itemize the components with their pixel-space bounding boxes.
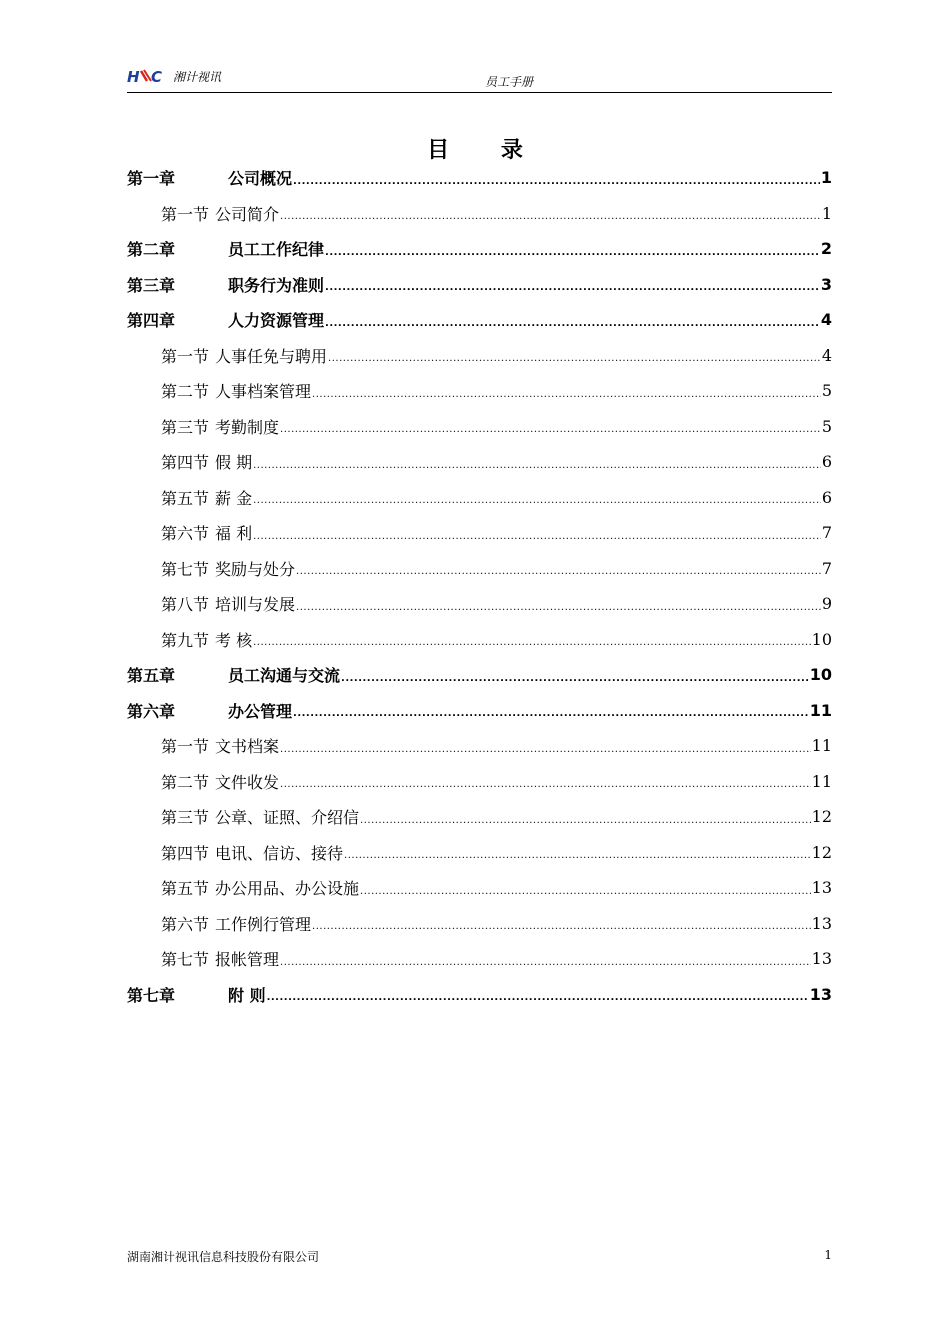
toc-entry-page: 2: [820, 239, 832, 259]
footer-page-number: 1: [824, 1248, 832, 1262]
hcc-logo-icon: [127, 68, 171, 84]
toc-entry-page: 13: [811, 949, 832, 969]
logo-text: 湘计视讯: [173, 70, 222, 84]
toc-section-entry[interactable]: [127, 409, 832, 445]
toc-entry-label: 报帐管理: [215, 950, 280, 970]
toc-dot-leader: [296, 566, 821, 586]
toc-entry-page: 11: [811, 771, 832, 791]
toc-entry-page: 13: [811, 913, 832, 933]
toc-entry-label: 公司概况: [228, 169, 293, 189]
toc-entry-page: 7: [821, 523, 832, 543]
toc-entry-number: 第四节: [161, 453, 210, 473]
toc-entry-label: 工作例行管理: [215, 914, 312, 934]
toc-dot-leader: [296, 602, 821, 622]
toc-entry-number: 第三节: [161, 808, 210, 828]
toc-entry-page: 1: [821, 203, 832, 223]
toc-chapter-entry[interactable]: [127, 693, 832, 729]
toc-entry-label: 员工沟通与交流: [228, 666, 341, 686]
toc-entry-number: 第二节: [161, 382, 210, 402]
toc-entry-page: 1: [820, 168, 832, 188]
toc-entry-number: 第一节: [161, 737, 210, 757]
toc-entry-label: 电讯、信访、接待: [215, 843, 344, 863]
toc-entry-number: 第四章: [127, 311, 176, 331]
toc-section-entry[interactable]: [127, 444, 832, 480]
toc-entry-number: 第二章: [127, 240, 176, 260]
toc-entry-number: 第一章: [127, 169, 176, 189]
toc-entry-label: 办公用品、办公设施: [215, 879, 360, 899]
toc-entry-label: 福 利: [215, 524, 253, 544]
toc-entry-number: 第七节: [161, 559, 210, 579]
toc-section-entry[interactable]: [127, 373, 832, 409]
toc-entry-page: 4: [821, 345, 832, 365]
toc-section-entry[interactable]: [127, 586, 832, 622]
toc-entry-page: 5: [821, 416, 832, 436]
toc-entry-page: 13: [811, 878, 832, 898]
toc-section-entry[interactable]: [127, 906, 832, 942]
toc-entry-page: 13: [809, 984, 832, 1004]
toc-section-entry[interactable]: [127, 799, 832, 835]
toc-dot-leader: [293, 176, 820, 196]
toc-dot-leader: [312, 389, 821, 409]
toc-entry-number: 第七节: [161, 950, 210, 970]
toc-entry-page: 6: [821, 487, 832, 507]
toc-dot-leader: [267, 992, 809, 1012]
toc-entry-page: 12: [811, 807, 832, 827]
toc-entry-label: 员工工作纪律: [228, 240, 325, 260]
toc-entry-number: 第三章: [127, 275, 176, 295]
toc-entry-number: 第六节: [161, 914, 210, 934]
toc-entry-number: 第一节: [161, 204, 210, 224]
toc-entry-page: 5: [821, 381, 832, 401]
toc-entry-number: 第六节: [161, 524, 210, 544]
toc-section-entry[interactable]: [127, 196, 832, 232]
toc-dot-leader: [253, 637, 811, 657]
toc-section-entry[interactable]: [127, 622, 832, 658]
toc-entry-label: 职务行为准则: [228, 275, 325, 295]
toc-section-entry[interactable]: [127, 515, 832, 551]
toc-chapter-entry[interactable]: [127, 977, 832, 1013]
toc-dot-leader: [280, 779, 811, 799]
toc-entry-page: 6: [821, 452, 832, 472]
toc-entry-label: 人事任免与聘用: [215, 346, 328, 366]
toc-entry-label: 公章、证照、介绍信: [215, 808, 360, 828]
toc-chapter-entry[interactable]: [127, 231, 832, 267]
toc-entry-label: 人事档案管理: [215, 382, 312, 402]
toc-entry-page: 10: [809, 665, 832, 685]
page-header: [127, 62, 832, 93]
toc-entry-number: 第五章: [127, 666, 176, 686]
toc-entry-page: 9: [821, 594, 832, 614]
toc-chapter-entry[interactable]: [127, 302, 832, 338]
toc-entry-number: 第三节: [161, 417, 210, 437]
toc-dot-leader: [328, 353, 821, 373]
toc-entry-label: 附 则: [228, 985, 266, 1005]
toc-section-entry[interactable]: [127, 551, 832, 587]
toc-dot-leader: [280, 424, 821, 444]
toc-dot-leader: [325, 282, 820, 302]
svg-text:C: C: [151, 68, 163, 84]
toc-dot-leader: [253, 531, 821, 551]
toc-entry-page: 7: [821, 558, 832, 578]
toc-section-entry[interactable]: [127, 870, 832, 906]
toc-entry-page: 10: [811, 629, 832, 649]
footer-company: 湖南湘计视讯信息科技股份有限公司: [127, 1250, 320, 1264]
toc-dot-leader: [325, 247, 820, 267]
toc-entry-number: 第九节: [161, 630, 210, 650]
toc-entry-label: 考 核: [215, 630, 253, 650]
toc-chapter-entry[interactable]: [127, 160, 832, 196]
toc-section-entry[interactable]: [127, 835, 832, 871]
toc-entry-label: 考勤制度: [215, 417, 280, 437]
toc-dot-leader: [341, 673, 809, 693]
toc-entry-number: 第二节: [161, 772, 210, 792]
toc-dot-leader: [344, 850, 811, 870]
toc-section-entry[interactable]: [127, 728, 832, 764]
toc-entry-number: 第一节: [161, 346, 210, 366]
toc-entry-page: 12: [811, 842, 832, 862]
toc-chapter-entry[interactable]: [127, 657, 832, 693]
toc-entry-label: 奖励与处分: [215, 559, 296, 579]
toc-entry-label: 文件收发: [215, 772, 280, 792]
toc-section-entry[interactable]: [127, 480, 832, 516]
svg-text:H: H: [127, 68, 140, 84]
toc-entry-number: 第八节: [161, 595, 210, 615]
toc-entry-label: 公司简介: [215, 204, 280, 224]
toc-entry-page: 4: [820, 310, 832, 330]
toc-dot-leader: [280, 211, 821, 231]
toc-dot-leader: [253, 495, 821, 515]
toc-section-entry[interactable]: [127, 764, 832, 800]
toc-dot-leader: [360, 886, 811, 906]
toc-entry-label: 人力资源管理: [228, 311, 325, 331]
toc-entry-number: 第七章: [127, 985, 176, 1005]
toc-section-entry[interactable]: [127, 941, 832, 977]
toc-entry-number: 第六章: [127, 701, 176, 721]
toc-entry-label: 假 期: [215, 453, 253, 473]
toc-entry-page: 11: [811, 736, 832, 756]
toc-dot-leader: [312, 921, 811, 941]
page-footer: [127, 1248, 832, 1265]
toc-entry-label: 文书档案: [215, 737, 280, 757]
toc-dot-leader: [325, 318, 820, 338]
toc-dot-leader: [293, 708, 809, 728]
toc-entry-page: 11: [809, 700, 832, 720]
toc-dot-leader: [253, 460, 821, 480]
table-of-contents: [127, 160, 832, 1012]
toc-dot-leader: [280, 744, 811, 764]
toc-entry-number: 第四节: [161, 843, 210, 863]
toc-entry-label: 办公管理: [228, 701, 293, 721]
toc-title: 目 录: [427, 138, 545, 163]
toc-chapter-entry[interactable]: [127, 267, 832, 303]
toc-dot-leader: [360, 815, 811, 835]
toc-dot-leader: [280, 957, 811, 977]
toc-entry-page: 3: [820, 274, 832, 294]
toc-entry-label: 薪 金: [215, 488, 253, 508]
toc-entry-number: 第五节: [161, 879, 210, 899]
toc-entry-label: 培训与发展: [215, 595, 296, 615]
toc-section-entry[interactable]: [127, 338, 832, 374]
company-logo: [127, 68, 221, 84]
header-title: 员工手册: [485, 75, 534, 89]
toc-entry-number: 第五节: [161, 488, 210, 508]
